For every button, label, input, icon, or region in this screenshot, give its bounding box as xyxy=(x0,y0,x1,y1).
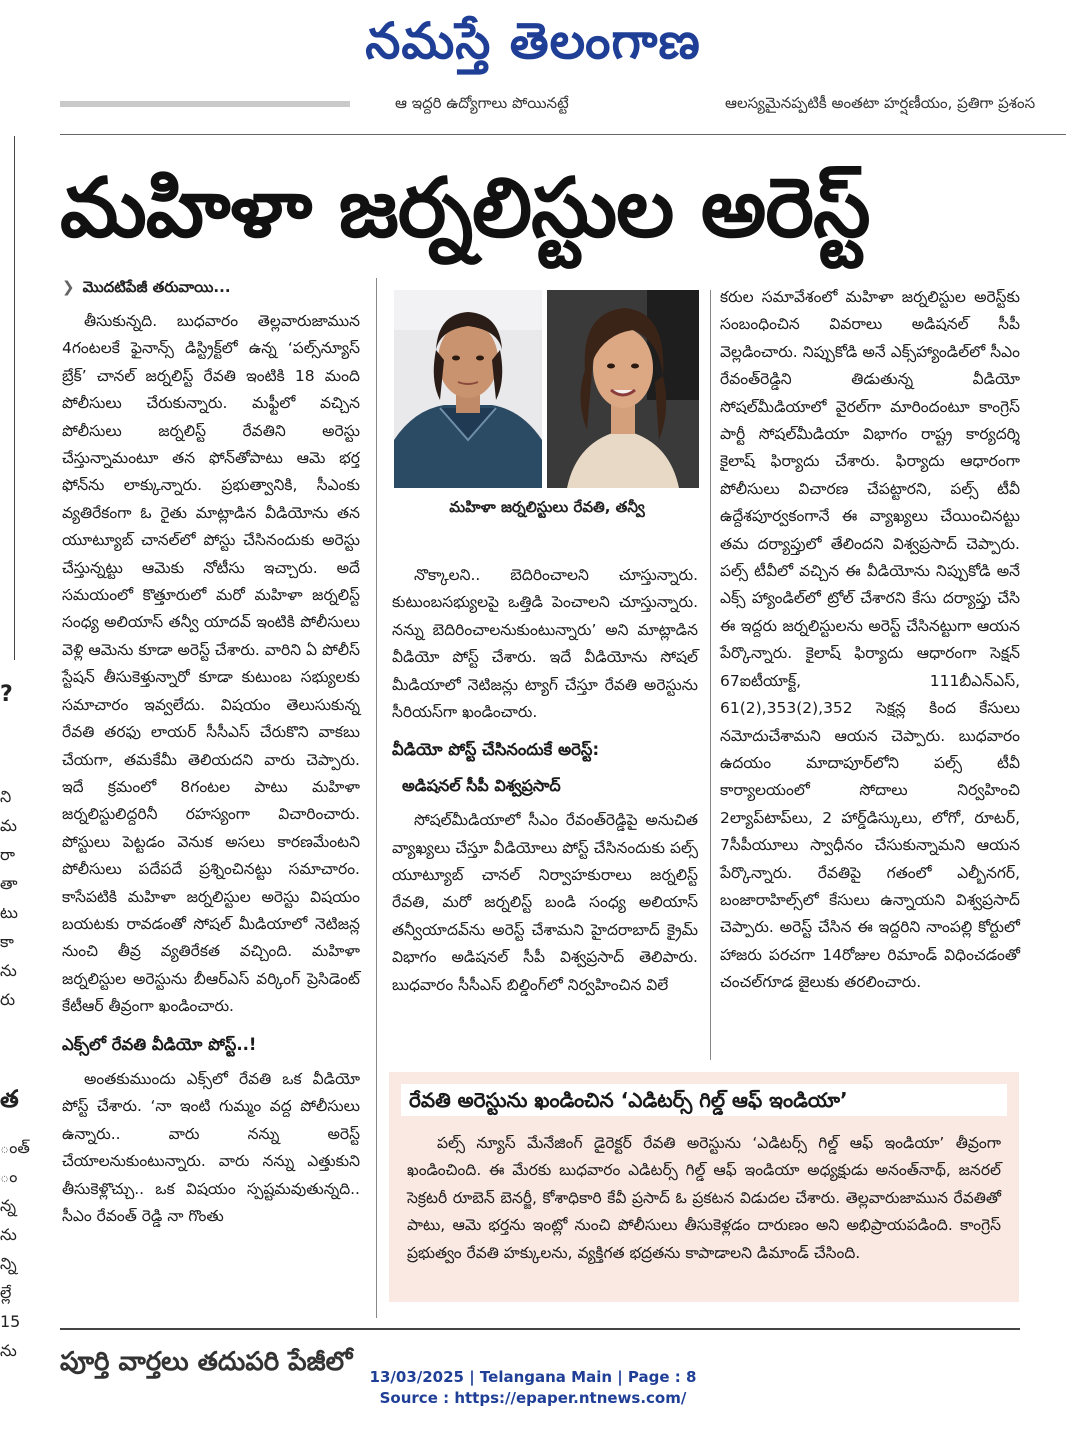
left-edge-fragment: రా xyxy=(0,845,15,864)
left-edge-fragment: ని xyxy=(0,787,12,806)
editors-guild-box xyxy=(389,1072,1019,1302)
left-edge-fragment: ంత్ xyxy=(0,1138,30,1157)
left-edge-fragment: ం xyxy=(0,1167,18,1186)
top-strip-bar xyxy=(60,101,350,107)
bottom-rule xyxy=(60,1328,1020,1330)
photo-revathi-image xyxy=(394,290,542,488)
photo-tanvi-image xyxy=(547,290,699,488)
box-title: రేవతి అరెస్టును ఖండించిన ‘ఎడిటర్స్ గిల్డ్ ఆఫ్ ఇండియా’ xyxy=(401,1084,1007,1116)
left-edge-fragment: తా xyxy=(0,874,18,893)
top-strip-text-right: ఆలస్యమైనప్పటికీ అంతటా హర్షణీయం, ప్రతిగా ప్రశంస xyxy=(725,94,1036,112)
box-body xyxy=(407,1130,1001,1267)
footer xyxy=(0,1367,1066,1409)
left-edge-fragment: ను xyxy=(0,961,17,980)
left-edge-fragment: టు xyxy=(0,903,18,922)
left-edge-fragment: మ xyxy=(0,816,17,835)
left-column-para-1: తీసుకున్నది. బుధవారం తెల్లవారుజామున 4గంటలకే ఫైనాన్స్ డిస్ట్రిక్ట్‌లో ఉన్న ‘పల్స్‌న్యూస్ బ్రేక్’ చానల్ జర్నలిస్ట్ రేవతి ఇంటికి 18 మంది పోలీసులు చేరుకున్నారు. మఫ్టీలో వచ్చిన పోలీసులు జర్నలిస్ట్ రేవతిని అరెస్టు చేస్తున్నామంటూ తన ఫోన్‌తోపాటు ఆమె భర్త ఫోన్‌ను లాక్కున్నారు. ప్రభుత్వానికి, సీఎంకు వ్యతిరేకంగా ఓ రైతు మాట్లాడిన వీడియోను తన యూట్యూబ్ చానల్‌లో పోస్టు చేసినందుకు అరెస్టు చేస్తున్నట్టు ఆమెకు నోటీసు ఇచ్చారు. అదే సమయంలో కొత్తూరులో మరో మహిళా జర్నలిస్ట్ సంధ్య అలియాస్ తన్వీ యాదవ్ ఇంటికి పోలీసులు వెళ్లి ఆమెను కూడా అరెస్ట్ చేశారు. వారిని ఏ పోలీస్ స్టేషన్ తీసుకెళ్తున్నారో కూడా కుటుంబ సభ్యులకు సమాచారం ఇవ్వలేదు. విషయం తెలుసుకున్న రేవతి తరఫు లాయర్ సీసీఎస్ చేరుకొని వాకబు చేయగా, తమకేమీ తెలియదని వారు చెప్పారు. ఇదే క్రమంలో 8గంటల పాటు మహిళా జర్నలిస్టులిద్దరినీ రహస్యంగా విచారించారు. పోస్టులు పెట్టడం వెనుక అసలు కారణమేంటని పోలీసులు పదేపదే ప్రశ్నించినట్టు సమాచారం. కాసేపటికి మహిళా జర్నలిస్టుల అరెస్టు విషయం బయటకు రావడంతో సోషల్ మీడియాలో నెటిజన్ల నుంచి తీవ్ర వ్యతిరేకత వచ్చింది. మహిళా జర్నలిస్టుల అరెస్టును బీఆర్‌ఎస్ వర్కింగ్ ప్రెసిడెంట్ కేటీఆర్ తీవ్రంగా ఖండించారు. xyxy=(62,312,361,1016)
left-edge-fragment-top: ? xyxy=(0,682,13,707)
footer-source-link[interactable]: Source : https://epaper.ntnews.com/ xyxy=(379,1389,687,1407)
top-rule xyxy=(60,134,1066,135)
kicker xyxy=(62,278,231,300)
left-edge-fragment: న్ని xyxy=(0,1254,17,1273)
middle-column-para-2: సోషల్‌మీడియాలో సీఎం రేవంత్‌రెడ్డిపై అనుచిత వ్యాఖ్యలు చేస్తూ వీడియోలు పోస్ట్ చేసినందుకు పల్స్ యూట్యూబ్ చానల్ నిర్వాహకురాలు జర్నలిస్ట్ రేవతి, మరో జర్నలిస్ట్ బండి సంధ్య అలియాస్ తన్వీయాదవ్‌ను అరెస్ట్ చేశామని హైదరాబాద్ క్రైమ్ విభాగం అడిషనల్ సీపీ విశ్వప్రసాద్ తెలిపారు. బుధవారం సీసీఎస్ బిల్డింగ్‌లో నిర్వహించిన విలే xyxy=(392,811,698,994)
left-edge-fragment: ల్లే xyxy=(0,1283,12,1302)
middle-column xyxy=(392,562,698,1062)
photo-caption: మహిళా జర్నలిస్టులు రేవతి, తన్వీ xyxy=(449,498,645,516)
footer-line-1: 13/03/2025 | Telangana Main | Page : 8 xyxy=(369,1368,697,1386)
left-edge-fragments-bottom xyxy=(0,1133,30,1365)
box-body-text: పల్స్ న్యూస్ మేనేజింగ్ డైరెక్టర్ రేవతి అరెస్టును ‘ఎడిటర్స్ గిల్డ్ ఆఫ్ ఇండియా’ తీవ్రంగా ఖండించింది. ఈ మేరకు బుధవారం ఎడిటర్స్ గిల్డ్ ఆఫ్ ఇండియా అధ్యక్షుడు అనంత్‌నాథ్, జనరల్ సెక్రటరీ రూబెన్ బెనర్జీ, కోశాధికారి కేవీ ప్రసాద్ ఓ ప్రకటన విడుదల చేశారు. తెల్లవారుజామున రేవతితో పాటు, ఆమె భర్తను ఇంట్లో నుంచి పోలీసులు తీసుకెళ్లడం దారుణం అని అభిప్రాయపడింది. కాంగ్రెస్ ప్రభుత్వం రేవతి హక్కులను, వ్యక్తిగత భద్రతను కాపాడాలని డిమాండ్ చేసింది. xyxy=(407,1134,1001,1262)
column-divider xyxy=(710,290,711,1060)
masthead-logo: నమస్తే తెలంగాణ xyxy=(365,12,701,70)
left-edge-fragment: 15 xyxy=(0,1312,21,1331)
right-column xyxy=(720,284,1020,1064)
photo-revathi xyxy=(394,290,542,488)
left-edge-fragment: కా xyxy=(0,932,14,951)
left-edge-fragment: రు xyxy=(0,990,16,1009)
left-edge-fragment: న్న xyxy=(0,1196,16,1215)
column-divider xyxy=(376,278,377,1318)
left-edge-fragment: ను xyxy=(0,1341,17,1360)
left-edge-border xyxy=(0,136,15,660)
left-edge-fragments-mid xyxy=(0,782,20,1014)
kicker-text: మొదటిపేజీ తరువాయి... xyxy=(82,278,231,296)
right-column-para-1: కరుల సమావేశంలో మహిళా జర్నలిస్టుల అరెస్ట్‌కు సంబంధించిన వివరాలు అడిషనల్ సీపీ వెల్లడించారు. నిప్పుకోడి అనే ఎక్స్‌హ్యాండిల్‌లో సీఎం రేవంత్‌రెడ్డిని తిడుతున్న వీడియో సోషల్‌మీడియాలో వైరల్‌గా మారిందంటూ కాంగ్రెస్ పార్టీ సోషల్‌మీడియా విభాగం రాష్ట్ర కార్యదర్శి కైలాష్ ఫిర్యాదు చేశారు. ఫిర్యాదు ఆధారంగా పోలీసులు విచారణ చేపట్టారని, పల్స్ టీవీ ఉద్దేశపూర్వకంగానే ఈ వ్యాఖ్యలు చేయించినట్టు తమ దర్యాప్తులో తేలిందని విశ్వప్రసాద్ చెప్పారు. పల్స్ టీవీలో వచ్చిన ఈ వీడియోను నిప్పుకోడి అనే ఎక్స్ హ్యాండిల్‌లో ట్రోల్ చేశారని కేసు దర్యాప్తు చేసి ఈ ఇద్దరు జర్నలిస్టులను అరెస్ట్ చేసినట్టుగా ఆయన పేర్కొన్నారు. కైలాష్ ఫిర్యాదు ఆధారంగా సెక్షన్ 67ఐటీయాక్ట్, 111బీఎన్‌ఎస్, 61(2),353(2),352 సెక్షన్ల కింద కేసులు నమోదుచేశామని ఆయన చెప్పారు. బుధవారం ఉదయం మాదాపూర్‌లోని పల్స్ టీవీ కార్యాలయంలో సోదాలు నిర్వహించి 2ల్యాప్‌టాప్‌లు, 2 హార్డ్‌డిస్కులు, లోగో, రూటర్, 7సీపీయూలు స్వాధీనం చేసుకున్నామని ఆయన పేర్కొన్నారు. రేవతిపై గతంలో ఎల్బీనగర్, బంజారాహిల్స్‌లో కేసులు ఉన్నాయని విశ్వప్రసాద్ చెప్పారు. అరెస్ట్ చేసిన ఈ ఇద్దరిని నాంపల్లి కోర్టులో హాజరు పరచగా 14రోజుల రిమాండ్ విధించడంతో చంచల్‌గూడ జైలుకు తరలించారు. xyxy=(720,288,1020,992)
top-strip-text-mid: ఆ ఇద్దరి ఉద్యోగాలు పోయినట్టే xyxy=(395,94,569,112)
middle-column-subhead-2: అడిషనల్ సీపీ విశ్వప్రసాద్ xyxy=(402,775,561,795)
left-edge-fragment-big: త xyxy=(0,1085,19,1113)
middle-column-subhead-1: వీడియో పోస్ట్ చేసినందుకే అరెస్ట్: xyxy=(392,740,600,760)
left-column-para-2: అంతకుముందు ఎక్స్‌లో రేవతి ఒక వీడియో పోస్ట్ చేశారు. ‘నా ఇంటి గుమ్మం వద్ద పోలీసులు ఉన్నారు.. వారు నన్ను అరెస్ట్ చేయాలనుకుంటున్నారు. వారు నన్ను ఎత్తుకుని తీసుకెళ్లొచ్చు.. ఒక విషయం స్పష్టమవుతున్నది.. సీఎం రేవంత్ రెడ్డి నా గొంతు xyxy=(62,1069,360,1225)
bottom-strip-text: పూర్తి వార్తలు తదుపరి పేజీలో xyxy=(60,1347,353,1377)
headline: మహిళా జర్నలిస్టుల అరెస్ట్ xyxy=(60,161,870,256)
photo-tanvi xyxy=(547,290,699,488)
left-column xyxy=(62,308,360,1318)
left-edge-fragment: ను xyxy=(0,1225,17,1244)
chevron-right-icon: ❯ xyxy=(62,278,75,296)
middle-column-para-1: నొక్కాలని.. బెదిరించాలని చూస్తున్నారు. కుటుంబసభ్యులపై ఒత్తిడి పెంచాలని చూస్తున్నారు. నన్ను బెదిరించాలనుకుంటున్నారు’ అని మాట్లాడిన వీడియో పోస్ట్ చేశారు. ఇదే వీడియోను సోషల్ మీడియాలో నెటిజన్లు ట్యాగ్ చేస్తూ రేవతి అరెస్టును సీరియస్‌గా ఖండించారు. xyxy=(392,566,698,722)
left-column-subhead: ఎక్స్‌లో రేవతి వీడియో పోస్ట్..! xyxy=(62,1034,257,1054)
